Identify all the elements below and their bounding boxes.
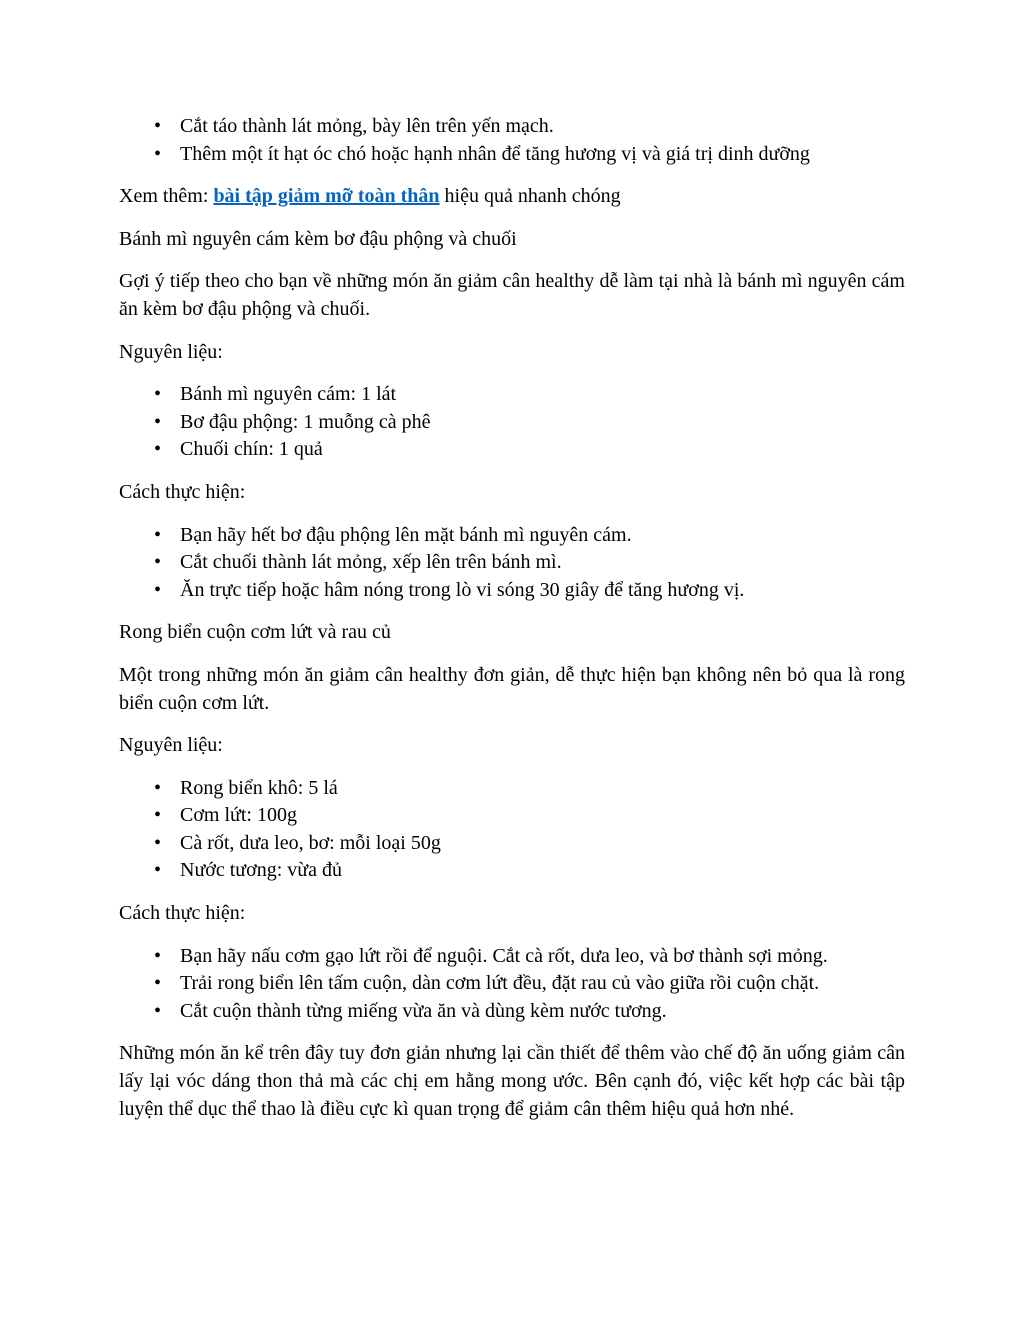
- paragraph-with-link: [119, 183, 905, 211]
- list-item: • Bơ đậu phộng: 1 muỗng cà phê: [152, 409, 905, 437]
- document-content: [119, 113, 905, 1123]
- list-item: • Cà rốt, dưa leo, bơ: mỗi loại 50g: [152, 830, 905, 858]
- bullet-list: [152, 381, 905, 464]
- label-paragraph: Cách thực hiện:: [119, 480, 246, 503]
- body-paragraph: Gợi ý tiếp theo cho bạn về những món ăn giảm cân healthy dễ làm tại nhà là bánh mì nguyên cám ăn kèm bơ đậu phộng và chuối.: [119, 270, 905, 320]
- label-paragraph: Cách thực hiện:: [119, 902, 246, 925]
- list-item: • Chuối chín: 1 quả: [152, 436, 905, 464]
- bullet-list: [152, 522, 905, 605]
- list-item: • Cắt cuộn thành từng miếng vừa ăn và dùng kèm nước tương.: [152, 998, 905, 1026]
- list-item: • Thêm một ít hạt óc chó hoặc hạnh nhân để tăng hương vị và giá trị dinh dưỡng: [152, 141, 905, 169]
- label-paragraph: Nguyên liệu:: [119, 340, 223, 363]
- list-item: • Cắt táo thành lát mỏng, bày lên trên yến mạch.: [152, 113, 905, 141]
- list-item: • Cơm lứt: 100g: [152, 802, 905, 830]
- text-run: hiệu quả nhanh chóng: [439, 185, 621, 208]
- text-run: Xem thêm:: [119, 185, 214, 208]
- list-item: • Rong biển khô: 5 lá: [152, 775, 905, 803]
- bullet-list: [152, 775, 905, 885]
- body-paragraph: Một trong những món ăn giảm cân healthy đơn giản, dễ thực hiện bạn không nên bỏ qua là rong biển cuộn cơm lứt.: [119, 663, 905, 714]
- label-paragraph: Nguyên liệu:: [119, 734, 223, 757]
- bullet-list: [152, 113, 905, 168]
- inline-link[interactable]: bài tập giảm mỡ toàn thân: [213, 185, 440, 208]
- list-item: • Bánh mì nguyên cám: 1 lát: [152, 381, 905, 409]
- list-item: • Bạn hãy hết bơ đậu phộng lên mặt bánh mì nguyên cám.: [152, 522, 905, 550]
- body-paragraph: Những món ăn kể trên đây tuy đơn giản nhưng lại cần thiết để thêm vào chế độ ăn uống giảm cân lấy lại vóc dáng thon thả mà các chị em hằng mong ước. Bên cạnh đó, việc kết hợp các bài tập luyện thể dục thể thao là điều cực kì quan trọng để giảm cân thêm hiệu quả hơn nhé.: [119, 1042, 905, 1120]
- section-heading: Bánh mì nguyên cám kèm bơ đậu phộng và chuối: [119, 227, 517, 250]
- list-item: • Trải rong biển lên tấm cuộn, dàn cơm lứt đều, đặt rau củ vào giữa rồi cuộn chặt.: [152, 970, 905, 998]
- section-heading: Rong biển cuộn cơm lứt và rau củ: [119, 621, 391, 644]
- list-item: • Ăn trực tiếp hoặc hâm nóng trong lò vi sóng 30 giây để tăng hương vị.: [152, 577, 905, 605]
- bullet-list: [152, 943, 905, 1026]
- list-item: • Bạn hãy nấu cơm gạo lứt rồi để nguội. Cắt cà rốt, dưa leo, và bơ thành sợi mỏng.: [152, 943, 905, 971]
- list-item: • Cắt chuối thành lát mỏng, xếp lên trên bánh mì.: [152, 549, 905, 577]
- list-item: • Nước tương: vừa đủ: [152, 857, 905, 885]
